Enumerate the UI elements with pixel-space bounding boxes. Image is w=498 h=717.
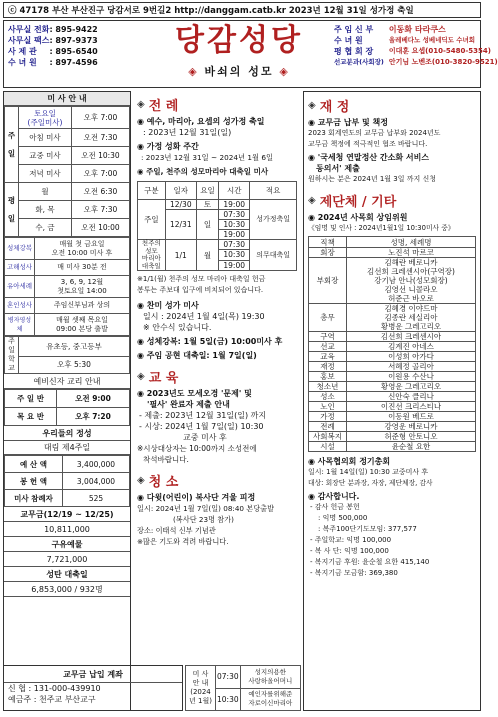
offering-label: 미사 참례자 xyxy=(5,490,63,507)
groups-item: ◉ 감사합니다. xyxy=(308,492,360,501)
finance-item: 2023 회계연도의 교무금 납부와 2024년도 xyxy=(308,129,441,137)
council-role: 전례 xyxy=(309,422,347,432)
offering-table xyxy=(4,455,130,507)
council-name: 노진석 마르코 xyxy=(347,248,476,258)
school-label-char: 일 xyxy=(8,346,15,354)
school-group: 유초등, 중고등부 xyxy=(19,337,130,357)
intention-name: 예인자를위해준 자로이신마리아 xyxy=(240,688,300,711)
staff-role: 평 협 회 장 xyxy=(334,47,374,56)
liturgy-item: ◉ 예수, 마리아, 요셉의 성가정 축일 xyxy=(137,117,265,126)
account-holder: 예금주 : 천주교 부산교구 xyxy=(8,695,96,704)
sunday-school-table xyxy=(4,336,130,374)
staff-role: 수 녀 원 xyxy=(334,36,363,45)
mass-intention-table xyxy=(185,665,301,711)
table-header: 일자 xyxy=(165,182,196,200)
council-role: 부회장 xyxy=(309,258,347,304)
schedule-date: 12/30 xyxy=(165,200,196,210)
table-header: 직책 xyxy=(309,237,347,248)
account-bank: 신 협 : 131-000-439910 xyxy=(8,684,101,693)
schedule-day: 토 xyxy=(196,200,218,210)
offering-value: 3,400,000 xyxy=(63,456,130,473)
groups-item: 대상: 회장단 분과장, 자장, 제단체장, 감사 xyxy=(308,479,433,487)
youth-item: (복사단 23명 참가) xyxy=(173,515,234,524)
council-name: 서혜정 골리아 xyxy=(347,362,476,372)
mass-day: 아침 미사 xyxy=(19,129,72,147)
offering-title: 우리들의 정성 xyxy=(4,426,130,441)
finance-item: 교무금 책정에 적극적인 협조 바랍니다. xyxy=(308,140,428,148)
schedule-group: 주일 xyxy=(138,200,166,240)
council-name: 신안숙 클리나 xyxy=(347,392,476,402)
council-role: 홍보 xyxy=(309,372,347,382)
schedule-note: 성가정축일 xyxy=(250,200,297,240)
offering-value: 3,004,000 xyxy=(63,473,130,490)
groups-item: - 감사 헌금 봉헌 xyxy=(310,503,360,511)
right-column xyxy=(303,91,481,711)
tithe-value: 10,811,000 xyxy=(4,522,130,537)
education-item: 착석바랍니다. xyxy=(143,455,189,464)
education-item: 교중 미사 후 xyxy=(183,433,227,442)
liturgy-note: 봉투는 주보대 입구에 비치되어 있습니다. xyxy=(137,286,264,294)
groups-heading-text: 제단체 / 기타 xyxy=(319,195,397,210)
school-label-char: 교 xyxy=(8,364,15,372)
offering-week: 대림 제4주일 xyxy=(4,441,130,455)
class-label: 주 일 반 xyxy=(5,390,57,408)
header xyxy=(3,20,498,88)
mass-time: 오전 10:00 xyxy=(71,219,129,237)
council-name: 허준형 안토니오 xyxy=(347,432,476,442)
catechumen-title: 예비신자 교리 안내 xyxy=(4,374,130,389)
liturgy-item: : 2023년 12월 31일 ~ 2024년 1월 6일 xyxy=(141,153,274,162)
youth-item: ※많은 기도와 격려 바랍니다. xyxy=(137,537,229,546)
school-label-char: 학 xyxy=(8,355,15,363)
staff-name: 안기님 노벤조(010-3820-9521) xyxy=(388,58,498,66)
mass-day: 수, 금 xyxy=(19,219,72,237)
education-item: '필사' 완료자 제출 안내 xyxy=(147,400,230,409)
class-time: 오전 9:00 xyxy=(57,390,130,408)
sacrament-label: 병자영성체 xyxy=(5,314,35,336)
sacrament-table xyxy=(4,237,130,336)
council-role: 시설 xyxy=(309,442,347,452)
mass-group-sunday: 주 일 xyxy=(5,107,19,183)
staff-role: 주 임 신 부 xyxy=(334,25,374,34)
diamond-icon: ◈ xyxy=(279,65,290,78)
left-column xyxy=(3,91,131,711)
groups-item: ◉ 2024년 사목회 상임위원 xyxy=(308,213,408,222)
liturgy-item: ◉ 주일, 천주의 성모마리아 대축일 미사 xyxy=(137,167,269,176)
middle-column xyxy=(133,91,301,661)
schedule-time: 07:30 xyxy=(219,240,250,250)
subtitle-text: 바쇠의 성모 xyxy=(204,65,274,78)
finance-heading-text: 재 정 xyxy=(319,100,350,115)
groups-item: 일시: 1월 14일(일) 10:30 교중미사 후 xyxy=(308,468,429,476)
finance-item: ◉ 교무금 납부 및 책정 xyxy=(308,118,388,127)
education-item: - 시상: 2024년 1월 7일(일) 10:30 xyxy=(139,422,264,431)
intention-name: 성지의용한 사랑하올어머니 xyxy=(240,666,300,689)
council-role: 청소년 xyxy=(309,382,347,392)
intention-time: 10:30 xyxy=(216,688,241,711)
schedule-time: 10:30 xyxy=(219,220,250,230)
crib-offering-value: 7,721,000 xyxy=(4,552,130,567)
groups-item: - 복지기금 후원: 윤순철 요한 415,140 xyxy=(310,558,430,566)
mass-time: 오전 6:30 xyxy=(71,183,129,201)
staff-name: 이대훈 요셉(010-5480-5354) xyxy=(388,47,491,55)
council-table xyxy=(308,236,476,452)
schedule-time: 07:30 xyxy=(219,210,250,220)
top-address-bar xyxy=(3,2,481,18)
diamond-icon: ◈ xyxy=(137,371,145,382)
groups-item: - 주일학교: 익명 100,000 xyxy=(310,536,392,544)
mass-day: 저녁 미사 xyxy=(19,165,72,183)
finance-heading xyxy=(308,96,480,115)
council-role: 교육 xyxy=(309,352,347,362)
contact-list xyxy=(8,24,98,68)
schedule-date: 1/1 xyxy=(165,240,196,271)
staff-role: 선교분과(사회장) xyxy=(334,58,384,66)
table-header: 시간 xyxy=(219,182,250,200)
mass-day: 화, 목 xyxy=(19,201,72,219)
liturgy-item: ◉ 찬미 성가 미사 xyxy=(137,301,199,310)
parish-logo xyxy=(154,23,324,85)
education-item: ※시상대상자는 10:00까지 소성전에 xyxy=(137,444,257,453)
contact-label: 사무실 팩스 xyxy=(8,36,50,45)
christmas-value: 6,853,000 / 932명 xyxy=(4,582,130,597)
council-name: 김선희 크레센시아 xyxy=(347,332,476,342)
liturgy-heading-text: 전 례 xyxy=(148,99,179,114)
council-role: 선교 xyxy=(309,342,347,352)
sacrament-label: 성체강복 xyxy=(5,238,35,260)
groups-heading xyxy=(308,191,480,210)
council-role: 회장 xyxy=(309,248,347,258)
mass-day: 교중 미사 xyxy=(19,147,72,165)
diamond-icon: ◈ xyxy=(188,65,199,78)
table-header: 적요 xyxy=(250,182,297,200)
council-name: 이동원 베드로 xyxy=(347,412,476,422)
education-heading-text: 교 육 xyxy=(148,371,179,386)
mass-day: 토요일 (주일미사) xyxy=(19,107,72,129)
sacrament-label: 혼인성사 xyxy=(5,298,35,314)
sacrament-value: 매월 셋째 목요일 09:00 본당 출발 xyxy=(35,314,130,336)
mass-time: 오전 7:30 xyxy=(71,129,129,147)
council-role: 가정 xyxy=(309,412,347,422)
school-time: 오후 5:30 xyxy=(19,356,130,373)
schedule-group: 천주의 성모 마리아 대축일 xyxy=(138,240,166,271)
christmas-label: 성탄 대축일 xyxy=(4,567,130,582)
liturgy-item: ◉ 성체강복: 1월 5일(금) 10:00미사 후 xyxy=(137,337,283,346)
tithe-label: 교무금(12/19 ~ 12/25) xyxy=(4,507,130,522)
contact-value: : 897-9373 xyxy=(49,36,98,45)
liturgy-item: 일시 : 2024년 1월 4일(목) 19:30 xyxy=(143,312,265,321)
liturgy-item: ※ 안수식 있습니다. xyxy=(143,323,212,332)
council-name: 김혜경 이야드마 김종란 세실리아 황병운 그레고리오 xyxy=(347,304,476,332)
liturgy-note: ※1/1(월) 천주의 성모 마리아 대축일 헌금 xyxy=(137,275,266,283)
crib-offering-label: 구유예물 xyxy=(4,537,130,552)
schedule-date: 12/31 xyxy=(165,210,196,240)
council-name: 이진선 크리스티나 xyxy=(347,402,476,412)
table-header: 구분 xyxy=(138,182,166,200)
education-item: - 제출: 2023년 12월 31일(일) 까지 xyxy=(139,411,267,420)
parish-subtitle xyxy=(154,63,324,79)
youth-heading xyxy=(137,471,301,490)
council-role: 총무 xyxy=(309,304,347,332)
mass-time: 오전 10:30 xyxy=(71,147,129,165)
mass-time: 오후 7:00 xyxy=(71,107,129,129)
schedule-time: 10:30 xyxy=(219,250,250,260)
mass-title: 미 사 안 내 xyxy=(4,92,130,106)
sacrament-value: 매월 첫 금요일 오전 10:00 미사 후 xyxy=(35,238,130,260)
schedule-time: 19:00 xyxy=(219,260,250,270)
offering-value: 525 xyxy=(63,490,130,507)
council-role: 노인 xyxy=(309,402,347,412)
schedule-day: 일 xyxy=(196,210,218,240)
diamond-icon: ◈ xyxy=(137,99,145,110)
contact-label: 사무실 전화 xyxy=(8,25,50,34)
table-header: 성명, 세례명 xyxy=(347,237,476,248)
offering-label: 예 산 액 xyxy=(5,456,63,473)
council-name: 김해란 베로니카 김선희 크레센시아(구역장) 강기남 안나(성모회장) 김영선 니콜라오 허준근 바오로 xyxy=(347,258,476,304)
youth-item: 일시: 2024년 1월 7일(일) 08:40 본당출발 xyxy=(137,504,275,513)
sacrament-value: 매 미사 30분 전 xyxy=(35,260,130,276)
diamond-icon: ◈ xyxy=(137,475,145,486)
mass-table xyxy=(4,106,130,237)
school-label-char: 주 xyxy=(8,337,15,345)
contact-value: : 895-9422 xyxy=(49,25,98,34)
sacrament-value: 주임신부님과 상의 xyxy=(35,298,130,314)
mass-group-weekday: 평 일 xyxy=(5,183,19,237)
groups-item: - 복지기금 모금함: 369,380 xyxy=(310,569,398,577)
intention-title: 미 사 안 내 (2024년 1월) xyxy=(186,666,216,711)
council-role: 재정 xyxy=(309,362,347,372)
account-box xyxy=(3,665,183,711)
council-name: 이성희 아가다 xyxy=(347,352,476,362)
mass-time: 오후 7:30 xyxy=(71,201,129,219)
school-label xyxy=(5,337,19,374)
education-heading xyxy=(137,367,301,386)
groups-item: 《임명 및 인사 : 2024년1월1일 10:30미사 중》 xyxy=(308,224,455,232)
council-name: 황영운 그레고리오 xyxy=(347,382,476,392)
schedule-note: 의무대축일 xyxy=(250,240,297,271)
council-role: 사회복지 xyxy=(309,432,347,442)
groups-item: - 복 사 단: 익명 100,000 xyxy=(310,547,389,555)
staff-name: 올레베다노 성베네딕도 수녀회 xyxy=(388,36,476,44)
schedule-time: 19:00 xyxy=(219,200,250,210)
council-name: 윤순철 요한 xyxy=(347,442,476,452)
youth-heading-text: 청 소 xyxy=(148,475,179,490)
council-role: 성소 xyxy=(309,392,347,402)
class-time: 오후 7:20 xyxy=(57,408,130,426)
groups-item: : 복주100단기도모임: 377,577 xyxy=(318,525,417,533)
staff-list xyxy=(334,24,498,68)
education-item: ◉ 2023년도 모세오경 '문제' 및 xyxy=(137,389,252,398)
address-text: ⓒ 47178 부산 부산진구 당감서로 9번길2 http://danggam.catb.kr 2023년 12월 31일 성가정 축일 xyxy=(8,6,414,16)
class-label: 목 요 반 xyxy=(5,408,57,426)
schedule-time: 19:00 xyxy=(219,230,250,240)
account-title: 교무금 납입 계좌 xyxy=(4,666,182,683)
youth-item: ◉ 다윗(어린이) 복사단 겨울 피정 xyxy=(137,493,256,502)
intention-time: 07:30 xyxy=(216,666,241,689)
council-name: 김계진 아네스 xyxy=(347,342,476,352)
parish-title: 당감성당 xyxy=(175,23,303,58)
contact-label: 사 제 관 xyxy=(8,47,37,56)
liturgy-item: ◉ 가정 성화 주간 xyxy=(137,142,199,151)
council-name: 강영운 베로니카 xyxy=(347,422,476,432)
contact-label: 수 녀 원 xyxy=(8,58,37,67)
mass-schedule-table xyxy=(137,181,297,271)
sacrament-label: 유아세례 xyxy=(5,276,35,298)
mass-day: 월 xyxy=(19,183,72,201)
sacrament-value: 3, 6, 9, 12월 첫토요일 14:00 xyxy=(35,276,130,298)
liturgy-heading xyxy=(137,95,301,114)
groups-item: ◉ 사목협의회 정기총회 xyxy=(308,457,391,466)
schedule-day: 월 xyxy=(196,240,218,271)
contact-value: : 897-4596 xyxy=(49,58,98,67)
staff-name: 이동화 타라쿠스 xyxy=(388,25,446,34)
council-name: 이원용 수산나 xyxy=(347,372,476,382)
sacrament-label: 고해성사 xyxy=(5,260,35,276)
youth-item: 장소: 이태석 신부 기념관 xyxy=(137,526,216,535)
liturgy-item: : 2023년 12월 31일(일) xyxy=(143,128,232,137)
diamond-icon: ◈ xyxy=(308,100,316,111)
groups-item: : 익명 500,000 xyxy=(318,514,368,522)
catechumen-table xyxy=(4,389,130,426)
offering-label: 봉 헌 액 xyxy=(5,473,63,490)
finance-item: 동의서' 제출 xyxy=(316,164,360,173)
mass-time: 오후 7:00 xyxy=(71,165,129,183)
contact-value: : 895-6540 xyxy=(49,47,98,56)
table-header: 요일 xyxy=(196,182,218,200)
liturgy-item: ◉ 주임 공현 대축일: 1월 7일(일) xyxy=(137,351,257,360)
council-role: 구역 xyxy=(309,332,347,342)
finance-item: ◉ '국세청 연말정산 간소화 서비스 xyxy=(308,153,430,162)
diamond-icon: ◈ xyxy=(308,195,316,206)
finance-item: 원하시는 분은 2024년 1월 3일 까지 신청 xyxy=(308,175,436,183)
